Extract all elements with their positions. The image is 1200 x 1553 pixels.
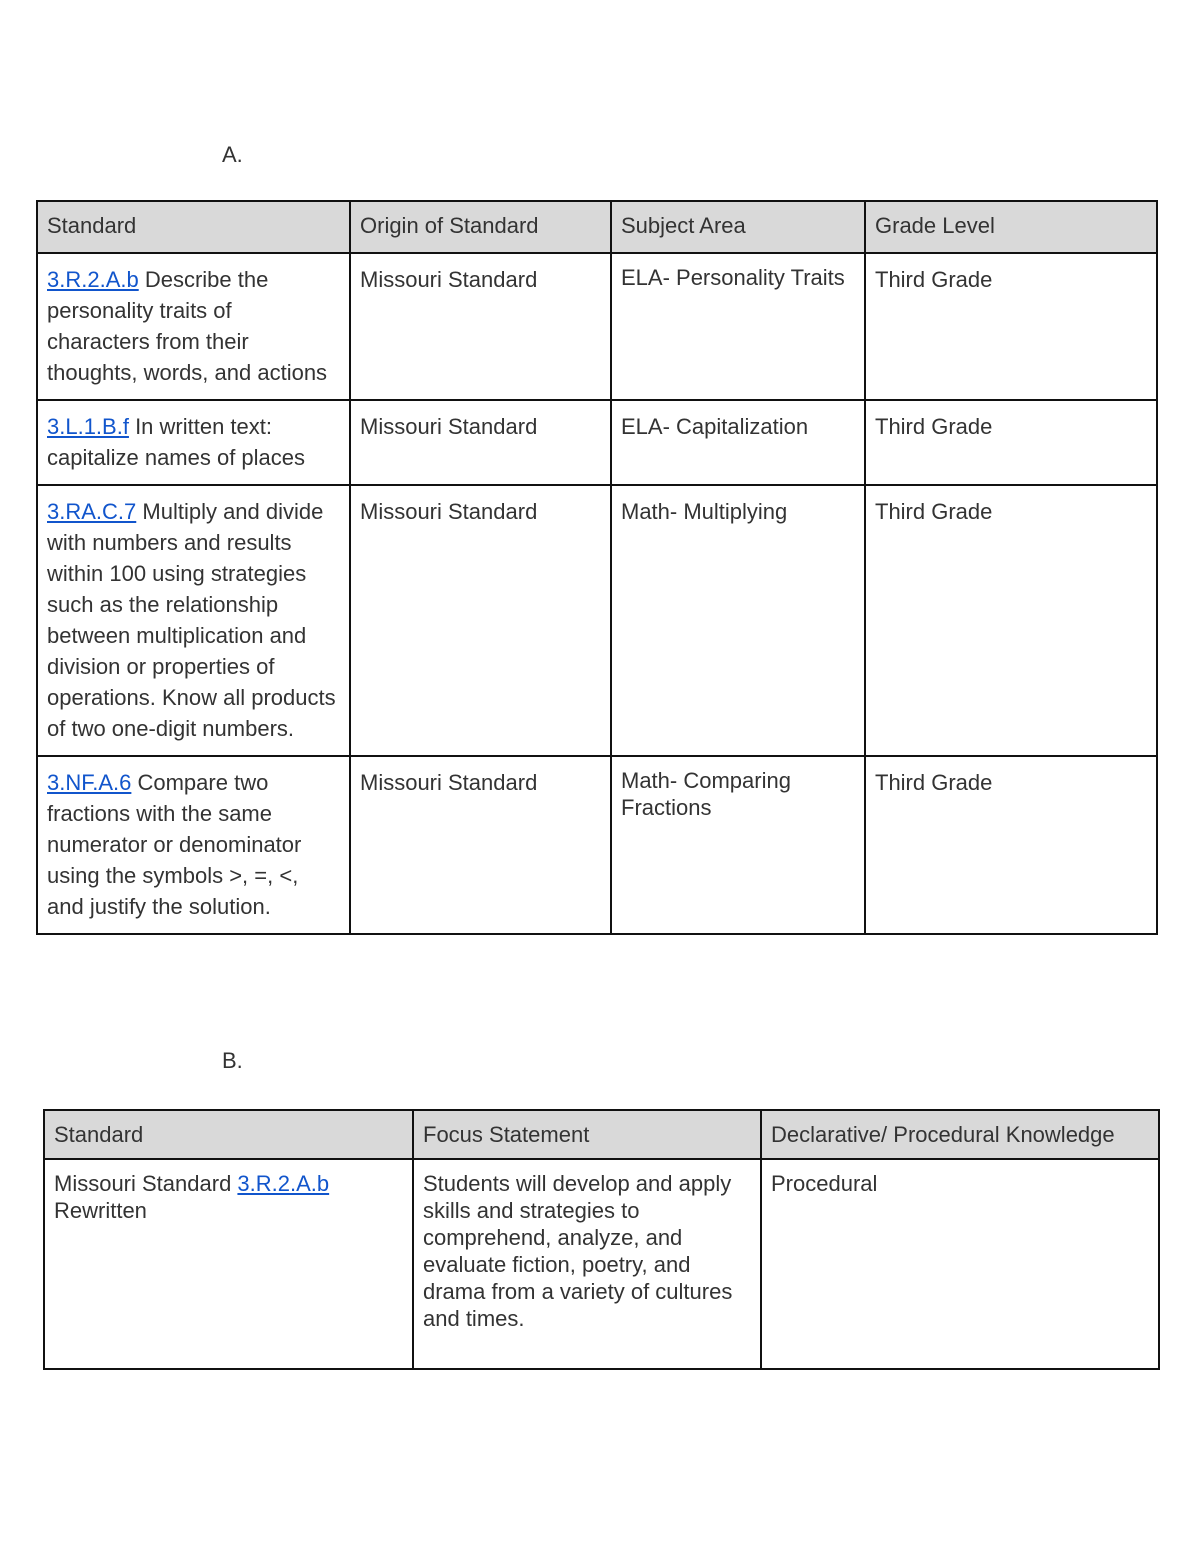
standard-cell [44,1159,413,1369]
table-row [37,400,1157,485]
focus-statement-cell: Students will develop and apply skills and strategies to comprehend, analyze, and evaluate fiction, poetry, and drama from a variety of cultures and times. [413,1159,761,1369]
standard-description: Compare two fractions with the same numerator or denominator using the symbols >, =, <, and justify the solution. [47,770,302,919]
table-header-row [44,1110,1159,1159]
subject-cell: ELA- Capitalization [611,400,865,485]
section-a-label: A. [222,142,243,167]
standard-cell [37,485,350,756]
standard-suffix: Rewritten [54,1198,147,1223]
standard-description: In written text: capitalize names of places [47,414,306,470]
standard-code-link[interactable]: 3.NF.A.6 [47,770,132,795]
standard-code-link[interactable]: 3.RA.C.7 [47,499,137,524]
origin-cell: Missouri Standard [350,756,611,934]
grade-cell: Third Grade [865,400,1157,485]
table-row [37,253,1157,400]
header-standard: Standard [37,201,350,253]
subject-cell: ELA- Personality Traits [611,253,865,400]
knowledge-cell: Procedural [761,1159,1159,1369]
table-row [37,756,1157,934]
origin-cell: Missouri Standard [350,485,611,756]
header-grade-level: Grade Level [865,201,1157,253]
origin-cell: Missouri Standard [350,400,611,485]
header-focus-statement: Focus Statement [413,1110,761,1159]
subject-cell: Math- Multiplying [611,485,865,756]
header-standard: Standard [44,1110,413,1159]
standard-cell [37,253,350,400]
standard-cell [37,756,350,934]
header-origin-of-standard: Origin of Standard [350,201,611,253]
standard-prefix: Missouri Standard [54,1171,238,1196]
standard-code-link[interactable]: 3.R.2.A.b [237,1171,330,1196]
header-subject-area: Subject Area [611,201,865,253]
table-row [44,1159,1159,1369]
focus-statement-table [43,1109,1160,1370]
standard-cell [37,400,350,485]
standard-code-link[interactable]: 3.L.1.B.f [47,414,129,439]
standards-table [36,200,1158,935]
table-header-row [37,201,1157,253]
section-b-label: B. [222,1048,243,1073]
standard-code-link[interactable]: 3.R.2.A.b [47,267,139,292]
grade-cell: Third Grade [865,485,1157,756]
standard-description: Multiply and divide with numbers and results within 100 using strategies such as the relationship between multiplication and division or properties of operations. Know all products of two one-digit numbers. [47,499,336,741]
standard-description: Describe the personality traits of characters from their thoughts, words, and actions [47,267,328,385]
grade-cell: Third Grade [865,756,1157,934]
table-row [37,485,1157,756]
origin-cell: Missouri Standard [350,253,611,400]
subject-cell: Math- Comparing Fractions [611,756,865,934]
grade-cell: Third Grade [865,253,1157,400]
header-declarative-procedural-knowledge: Declarative/ Procedural Knowledge [761,1110,1159,1159]
